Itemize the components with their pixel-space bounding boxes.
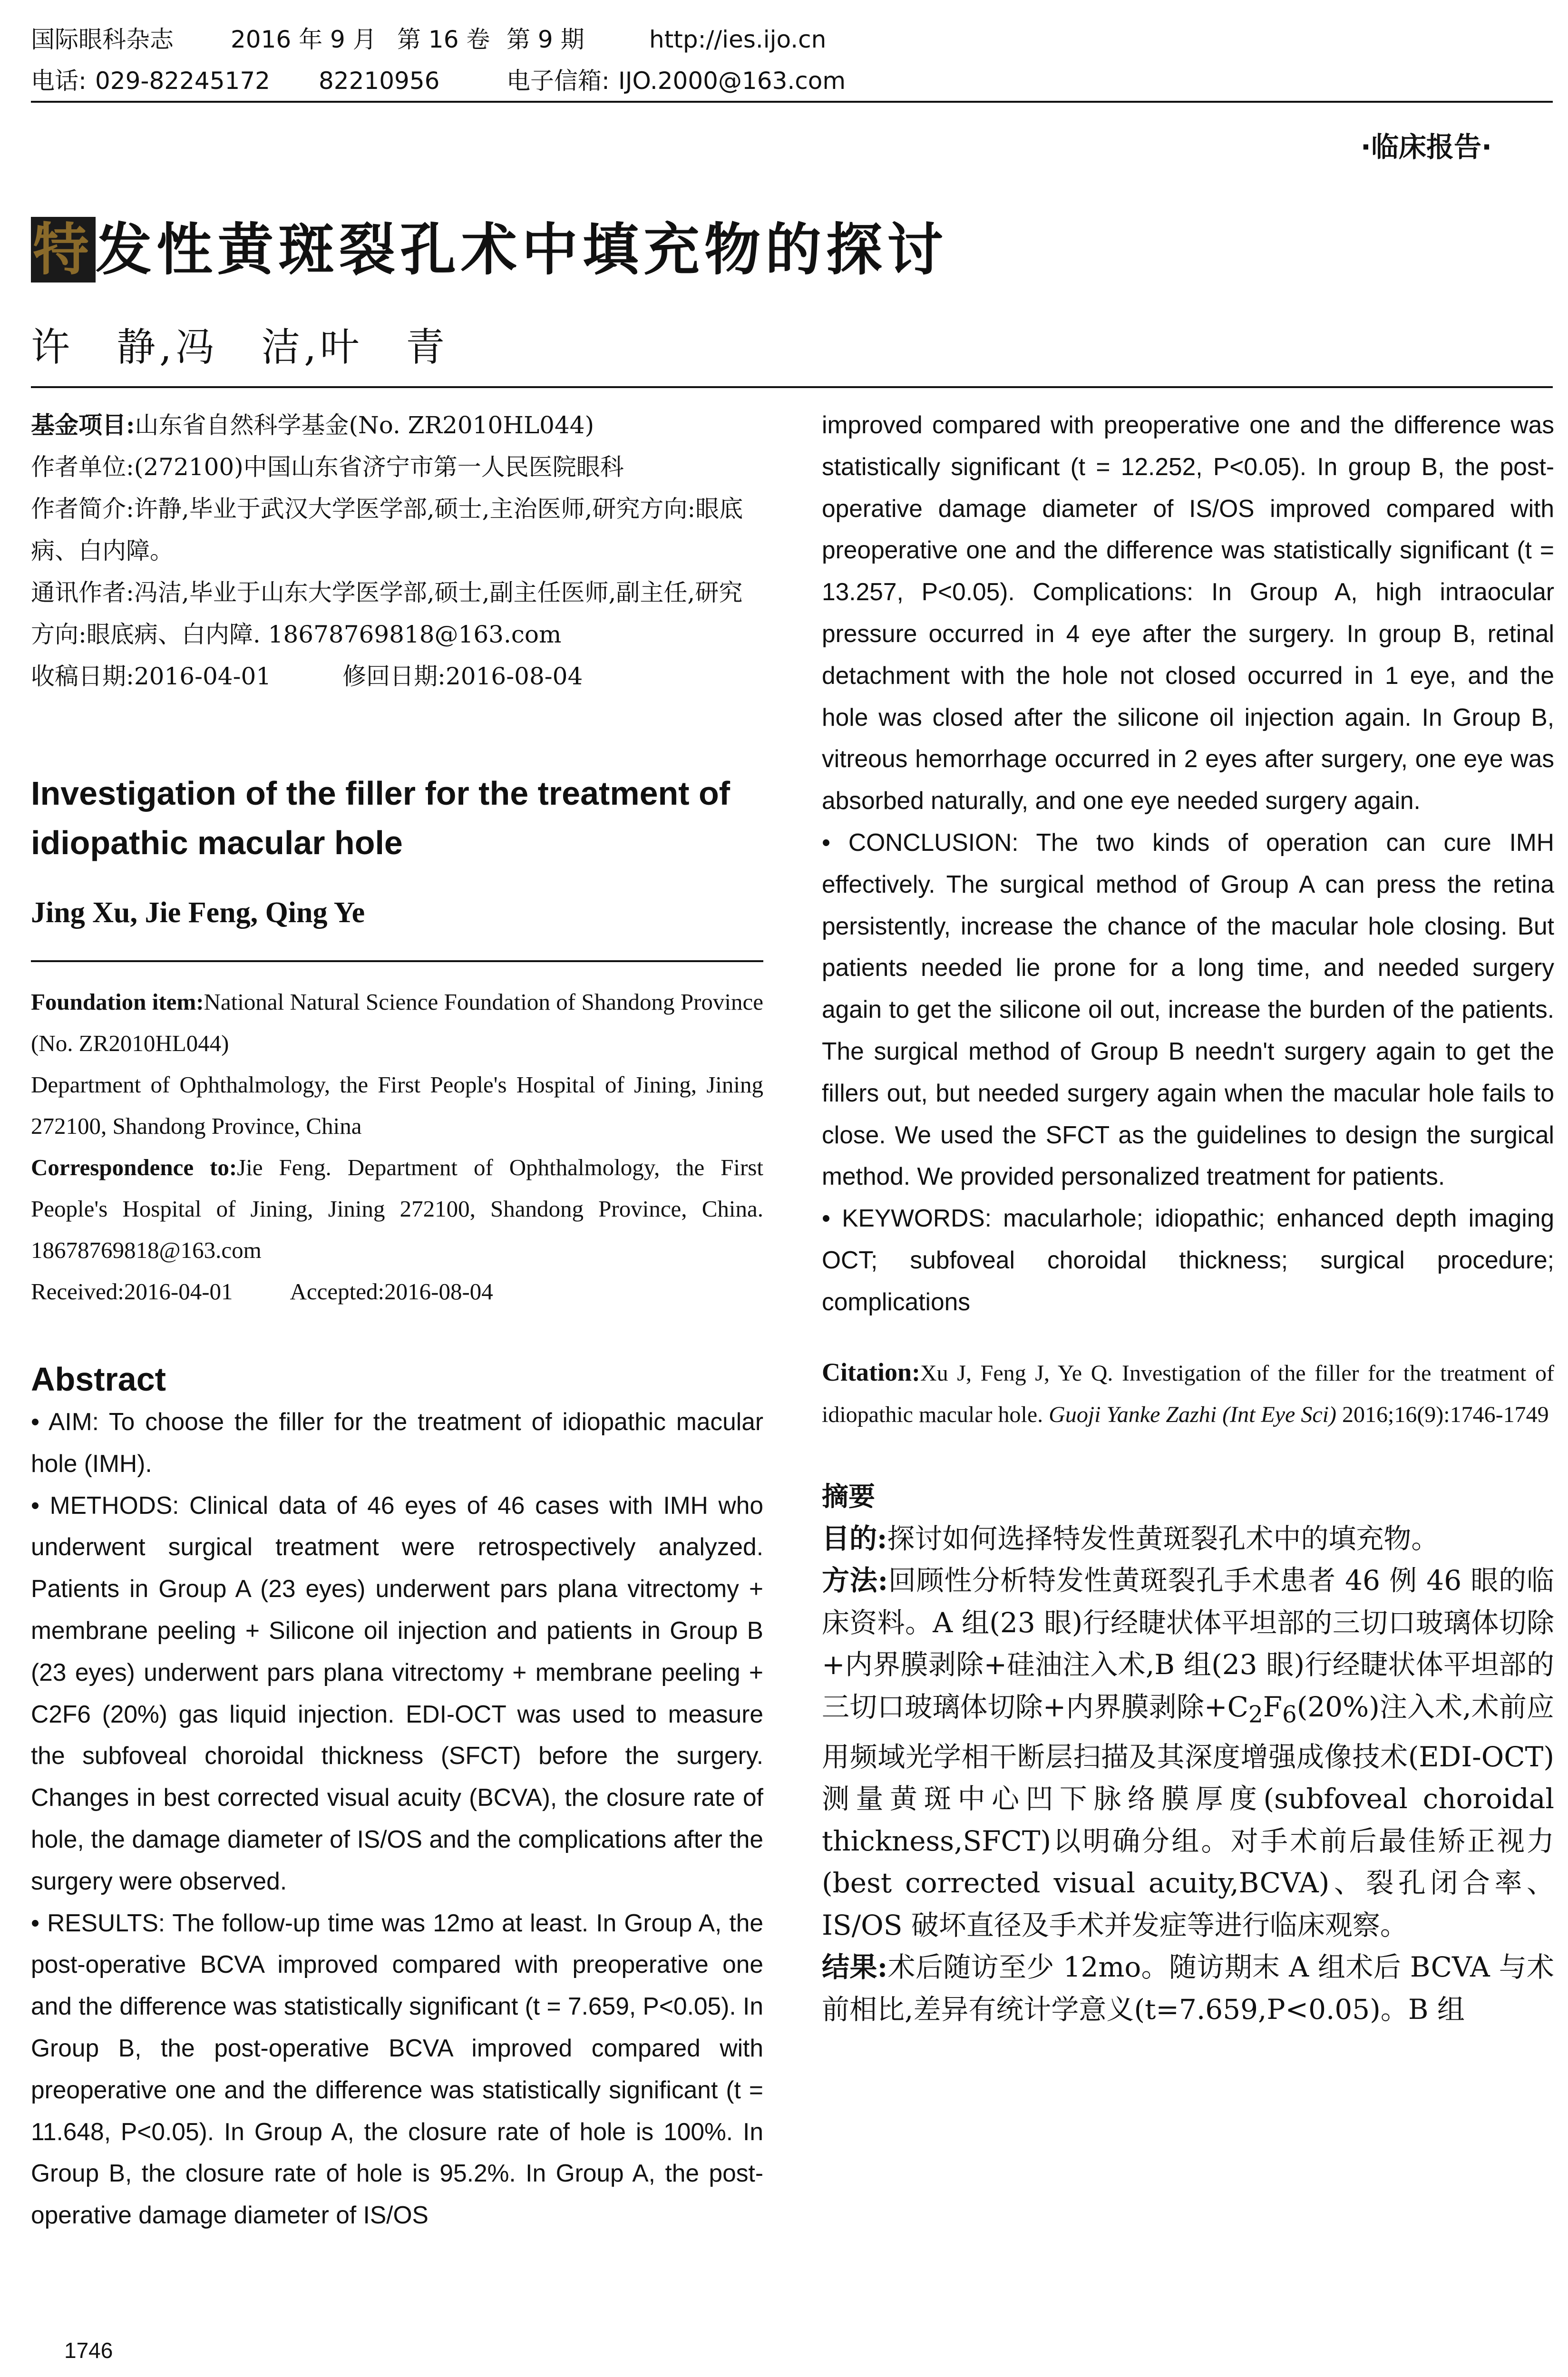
metadata-zh — [31, 404, 763, 697]
article-title-en: Investigation of the filler for the treatment of idiopathic macular hole — [31, 775, 730, 861]
abstract-en-continued — [822, 404, 1554, 1323]
citation: Citation:Xu J, Feng J, Ye Q. Investigation of the filler for the treatment of idiopathic macular hole. Guoji Yanke Zazhi (Int Eye Sci) 2016;16(9):1746-1749 — [822, 1357, 1554, 1427]
correspondence-zh: 通讯作者:冯洁,毕业于山东大学医学部,硕士,副主任医师,副主任,研究方向:眼底病、白内障. 18678769818@163.com — [31, 579, 743, 648]
abstract-conclusion: • CONCLUSION: The two kinds of operation can cure IMH effectively. The surgical method of Group A can press the retina persistently, increase the chance of the macular hole closing. But patients needed lie prone for a long time, and needed surgery again to get the silicone oil out, increase the burden of the patients. The surgical method of Group B needn't surgery again to get the fillers out, but needed surgery again when the macular hole fails to close. We used the SFCT as the guidelines to design the surgical method. We provided personalized treatment for patients. — [822, 828, 1554, 1190]
abstract-results-part2: improved compared with preoperative one and the difference was statistically significant (t = 12.252, P<0.05). In group B, the post-operative damage diameter of IS/OS improved compared with preoperative one and the difference was statistically significant (t = 13.257, P<0.05). Complications: In Group A, high intraocular pressure occurred in 4 eye after the surgery. In group B, retinal detachment with the hole not closed occurred in 1 eye, and the hole was closed after the silicone oil injection again. In Group B, vitreous hemorrhage occurred in 2 eyes after surgery, one eye was absorbed naturally, and one eye needed surgery again. — [822, 411, 1554, 815]
right-column — [822, 404, 1554, 2030]
volume: 第 16 卷 — [397, 26, 490, 53]
phone-number-2: 82210956 — [319, 67, 440, 95]
phone-label: 电话: — [31, 67, 87, 95]
title-rest: 发性黄斑裂孔术中填充物的探讨 — [96, 217, 948, 283]
journal-name: 国际眼科杂志 — [31, 26, 174, 53]
department-en: Department of Ophthalmology, the First People's Hospital of Jining, Jining 272100, Shandong Province, China — [31, 1072, 763, 1139]
journal-url[interactable]: http://ies.ijo.cn — [649, 26, 827, 53]
phone-number-1: 029-82245172 — [95, 67, 270, 95]
abstract-en — [31, 1401, 763, 2236]
correspondence-en: Correspondence to:Jie Feng. Department of Ophthalmology, the First People's Hospital of Jining, Jining 272100, Shandong Province, China. 18678769818@163.com — [31, 1154, 763, 1263]
abstract-aim: • AIM: To choose the filler for the treatment of idiopathic macular hole (IMH). — [31, 1408, 763, 1477]
abstract-zh-aim: 目的:探讨如何选择特发性黄斑裂孔术中的填充物。 — [822, 1522, 1439, 1555]
abstract-zh-results: 结果:术后随访至少 12mo。随访期末 A 组术后 BCVA 与术前相比,差异有统计学意义(t=7.659,P<0.05)。B 组 — [822, 1951, 1554, 2026]
author-bio-zh: 作者简介:许静,毕业于武汉大学医学部,硕士,主治医师,研究方向:眼底病、白内障。 — [31, 495, 743, 565]
abstract-heading: Abstract — [31, 1361, 166, 1398]
dates-zh: 收稿日期:2016-04-01 修回日期:2016-08-04 — [31, 662, 583, 690]
header-rule — [31, 101, 1553, 103]
citation-journal: Guoji Yanke Zazhi (Int Eye Sci) — [1049, 1402, 1336, 1427]
email-label: 电子信箱: — [506, 67, 610, 95]
dates-en: Received:2016-04-01 Accepted:2016-08-04 — [31, 1278, 493, 1305]
issue-date: 2016 年 9 月 — [231, 26, 377, 53]
abstract-zh-heading: 摘要 — [822, 1481, 875, 1512]
abstract-zh-methods: 方法:回顾性分析特发性黄斑裂孔手术患者 46 例 46 眼的临床资料。A 组(23 眼)行经睫状体平坦部的三切口玻璃体切除+内界膜剥除+硅油注入术,B 组(23 眼)行经睫状体平坦部的三切口玻璃体切除+内界膜剥除$+C_2F_6(20\%)$注入术,术前应用频域光学相干断层扫描及其深度增强成像技术(EDI-OCT)测量黄斑中心凹下脉络膜厚度(subfoveal choroidal thickness,SFCT)以明确分组。对手术前后最佳矫正视力(best corrected visual acuity,BCVA)、裂孔闭合率、IS/OS 破坏直径及手术并发症等进行临床观察。 — [822, 1564, 1554, 1941]
authors-rule — [31, 960, 763, 962]
section-tag: ·临床报告· — [1360, 131, 1492, 163]
left-column — [31, 404, 763, 2236]
authors-en: Jing Xu, Jie Feng, Qing Ye — [31, 896, 365, 929]
article-title-zh — [31, 205, 948, 285]
foundation-zh: 基金项目:山东省自然科学基金(No. ZR2010HL044) — [31, 411, 594, 439]
foundation-en: Foundation item:National Natural Science Foundation of Shandong Province (No. ZR2010HL044) — [31, 989, 763, 1056]
issue: 第 9 期 — [506, 26, 584, 53]
metadata-en — [31, 981, 763, 1312]
page-number: 1746 — [64, 2338, 113, 2363]
journal-email[interactable]: IJO.2000@163.com — [618, 67, 846, 95]
abstract-results-part1: • RESULTS: The follow-up time was 12mo at least. In Group A, the post-operative BCVA improved compared with preoperative one and the difference was statistically significant (t = 7.659, P<0.05). In Group B, the post-operative BCVA improved compared with preoperative one and the difference was statistically significant (t = 11.648, P<0.05). In Group A, the closure rate of hole is 100%. In Group B, the closure rate of hole is 95.2%. In Group A, the post-operative damage diameter of IS/OS — [31, 1909, 763, 2229]
title-rule — [31, 386, 1553, 388]
abstract-methods: • METHODS: Clinical data of 46 eyes of 46 cases with IMH who underwent surgical treatment were retrospectively analyzed. Patients in Group A (23 eyes) underwent pars plana vitrectomy + membrane peeling + Silicone oil injection and patients in Group B (23 eyes) underwent pars plana vitrectomy + membrane peeling + C2F6 (20%) gas liquid injection. EDI-OCT was used to measure the subfoveal choroidal thickness (SFCT) before the surgery. Changes in best corrected visual acuity (BCVA), the closure rate of hole, the damage diameter of IS/OS and the complications after the surgery were observed. — [31, 1491, 763, 1895]
abstract-zh — [822, 1518, 1554, 2031]
title-first-char: 特 — [31, 217, 96, 283]
affiliation-zh: 作者单位:(272100)中国山东省济宁市第一人民医院眼科 — [31, 453, 624, 481]
authors-zh: 许 静,冯 洁,叶 青 — [31, 325, 449, 370]
abstract-keywords: • KEYWORDS: macularhole; idiopathic; enhanced depth imaging OCT; subfoveal choroidal thickness; surgical procedure; complications — [822, 1204, 1554, 1315]
